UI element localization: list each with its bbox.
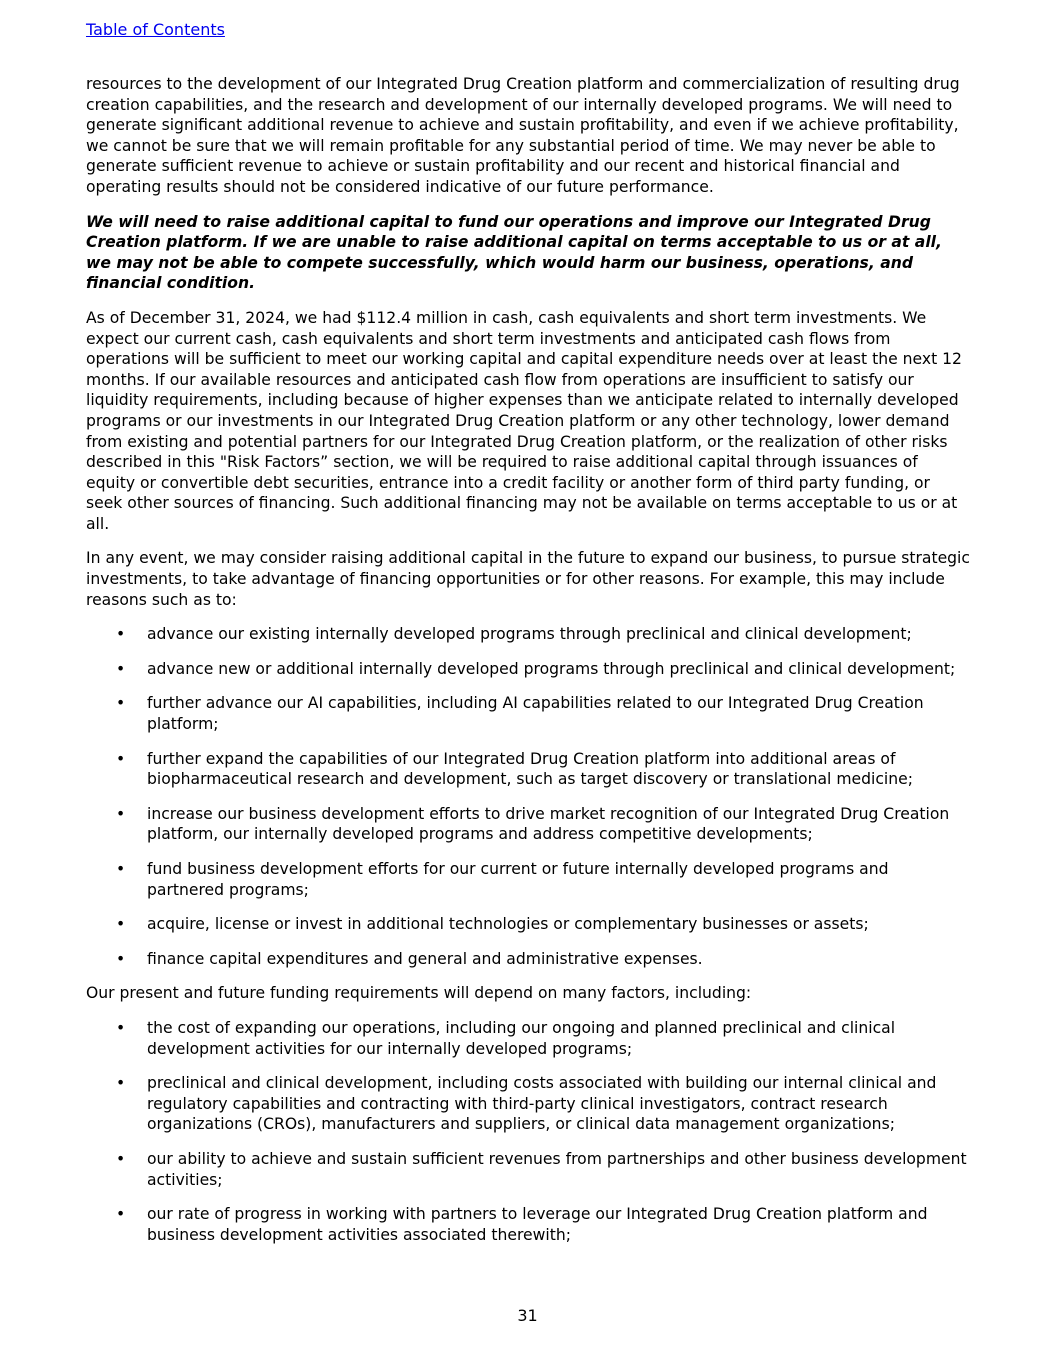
bullet-icon: • [116, 659, 126, 678]
page-number: 31 [517, 1306, 538, 1325]
risk-factor-heading: We will need to raise additional capital to fund our operations and improve our Integrated Drug Creation platform. If we are unable to raise additional capital on terms acceptable to us or at all, we may not be able to compete successfully, which would harm our business, operations, and financial condition. [86, 212, 942, 293]
list-item-text: further expand the capabilities of our Integrated Drug Creation platform into additional areas of biopharmaceutical research and development, such as target discovery or translational medicine; [147, 749, 913, 789]
list-item-text: acquire, license or invest in additional technologies or complementary businesses or assets; [147, 915, 869, 934]
list-item [86, 659, 970, 680]
bullet-icon: • [116, 1205, 126, 1224]
list-item [86, 1073, 970, 1135]
list-item-text: further advance our AI capabilities, including AI capabilities related to our Integrated Drug Creation platform; [147, 694, 924, 734]
list-item-text: advance our existing internally developed programs through preclinical and clinical development; [147, 625, 912, 644]
list-item-text: our ability to achieve and sustain sufficient revenues from partnerships and other business development activities; [147, 1149, 967, 1189]
bullet-icon: • [116, 694, 126, 713]
factors-list [86, 1018, 970, 1245]
list-item [86, 949, 970, 970]
bullet-icon: • [116, 1074, 126, 1093]
bullet-icon: • [116, 749, 126, 768]
list-item-text: fund business development efforts for our current or future internally developed programs and partnered programs; [147, 860, 889, 899]
event-paragraph: In any event, we may consider raising additional capital in the future to expand our business, to pursue strategic investments, to take advantage of financing opportunities or for other reasons. For example, this may include reasons such as to: [86, 549, 970, 609]
bullet-icon: • [116, 804, 126, 823]
bullet-icon: • [116, 949, 126, 968]
bullet-icon: • [116, 915, 126, 934]
table-of-contents-link[interactable]: Table of Contents [86, 20, 225, 39]
page-content [86, 74, 970, 1259]
list-item [86, 914, 970, 935]
list-item [86, 693, 970, 734]
intro-paragraph: resources to the development of our Integrated Drug Creation platform and commercialization of resulting drug creation capabilities, and the research and development of our internally developed programs. We will need to generate significant additional revenue to achieve and sustain profitability, and even if we achieve profitability, we cannot be sure that we will remain profitable for any substantial period of time. We may never be able to generate sufficient revenue to achieve or sustain profitability and our recent and historical financial and operating results should not be considered indicative of our future performance. [86, 75, 960, 196]
list-item-text: finance capital expenditures and general and administrative expenses. [147, 949, 703, 968]
bullet-icon: • [116, 1149, 126, 1168]
bullet-icon: • [116, 860, 126, 878]
factors-paragraph: Our present and future funding requirements will depend on many factors, including: [86, 984, 752, 1003]
list-item [86, 804, 970, 845]
list-item-text: preclinical and clinical development, including costs associated with building our internal clinical and regulatory capabilities and contracting with third-party clinical investigators, contract research organizations (CROs), manufacturers and suppliers, or clinical data management organizations; [147, 1074, 937, 1134]
list-item-text: our rate of progress in working with partners to leverage our Integrated Drug Creation platform and business development activities associated therewith; [147, 1205, 928, 1244]
list-item-text: increase our business development efforts to drive market recognition of our Integrated Drug Creation platform, our internally developed programs and address competitive developments; [147, 804, 950, 844]
list-item [86, 859, 970, 900]
list-item [86, 1149, 970, 1190]
list-item [86, 624, 970, 645]
list-item-text: the cost of expanding our operations, including our ongoing and planned preclinical and clinical development activities for our internally developed programs; [147, 1018, 896, 1058]
list-item [86, 1018, 970, 1059]
bullet-icon: • [116, 1018, 126, 1037]
list-item [86, 1204, 970, 1245]
cash-paragraph: As of December 31, 2024, we had $112.4 million in cash, cash equivalents and short term investments. We expect our current cash, cash equivalents and short term investments and anticipated cash flows from operations will be sufficient to meet our working capital and capital expenditure needs over at least the next 12 months. If our available resources and anticipated cash flow from operations are insufficient to satisfy our liquidity requirements, including because of higher expenses than we anticipate related to internally developed programs or our investments in our Integrated Drug Creation platform or any other technology, lower demand from existing and potential partners for our Integrated Drug Creation platform, or the realization of other risks described in this "Risk Factors” section, we will be required to raise additional capital through issuances of equity or convertible debt securities, entrance into a credit facility or another form of third party funding, or seek other sources of financing. Such additional financing may not be available on terms acceptable to us or at all. [86, 308, 962, 533]
list-item [86, 749, 970, 790]
list-item-text: advance new or additional internally developed programs through preclinical and clinical development; [147, 659, 956, 678]
bullet-icon: • [116, 625, 126, 644]
reasons-list [86, 624, 970, 969]
